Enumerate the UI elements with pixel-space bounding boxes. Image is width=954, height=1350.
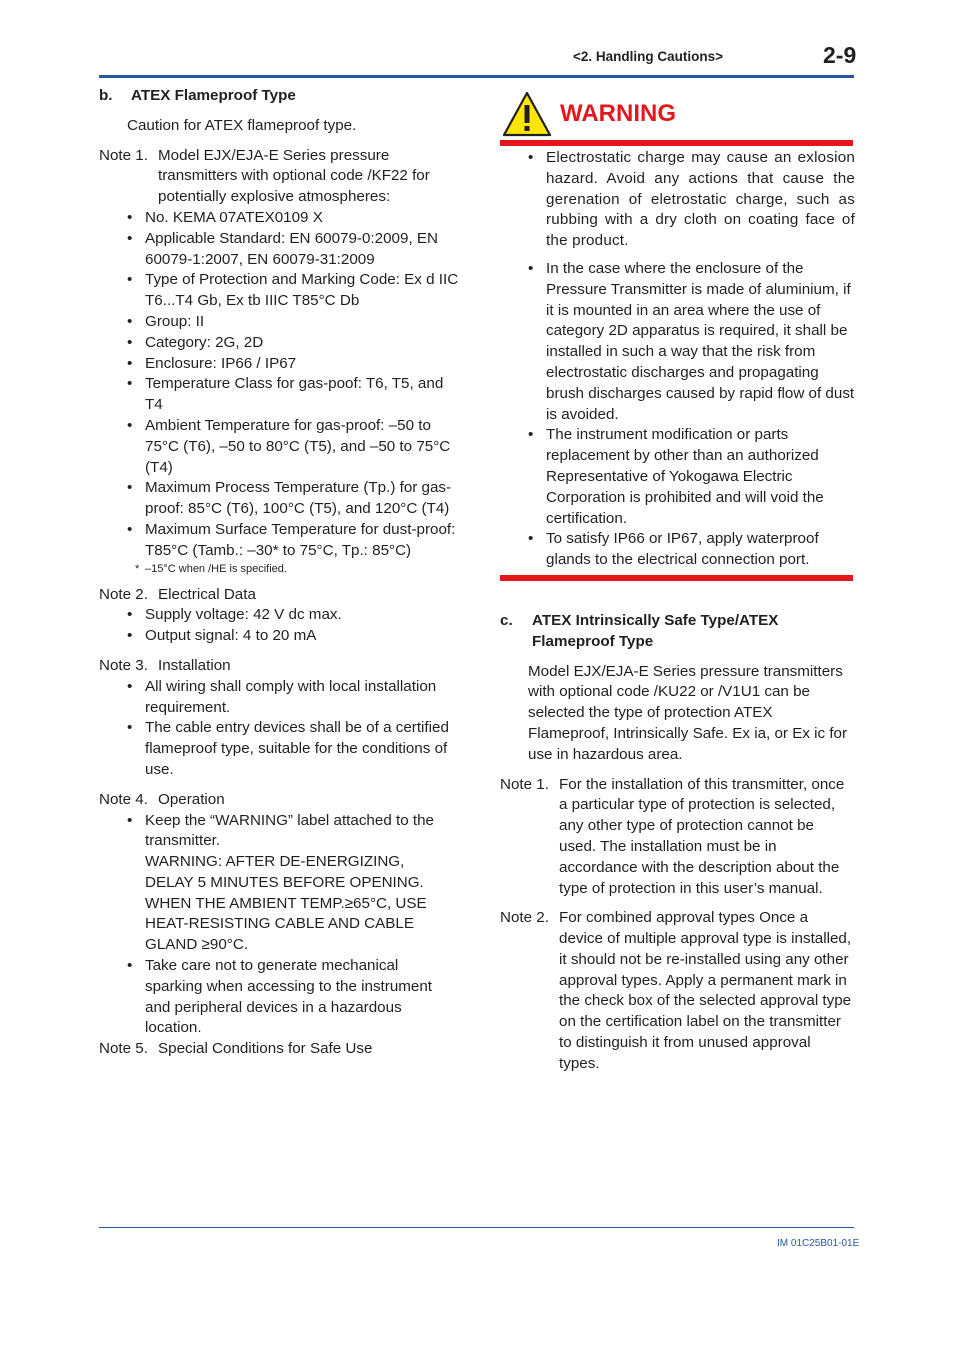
section-c-title: ATEX Intrinsically Safe Type/ATEX Flameproof Type: [532, 611, 779, 650]
note-4-list: [99, 811, 459, 1040]
list-item: • The instrument modification or parts replacement by other than an authorized Representative of Yokogawa Electric Corporation is prohibited and will void the certification.: [528, 426, 824, 527]
warning-triangle-icon: [502, 91, 552, 137]
note-4-text: Operation: [158, 790, 225, 808]
note-3-text: Installation: [158, 656, 231, 674]
left-column: [99, 86, 459, 1060]
list-item: • The cable entry devices shall be of a certified flameproof type, suitable for the conditions of use.: [127, 719, 449, 778]
right-column: [500, 88, 855, 1075]
warning-list: [500, 148, 855, 571]
note-2-list: [99, 605, 459, 647]
section-b-heading: [99, 86, 459, 107]
section-b-intro: Caution for ATEX flameproof type.: [127, 116, 357, 134]
list-item: • Electrostatic charge may cause an exlosion hazard. Avoid any actions that cause the gerenation of eletrostatic charge, such as rubbing with a dry cloth on coating face of the product.: [528, 149, 855, 250]
document-code: IM 01C25B01-01E: [777, 1238, 860, 1249]
list-item: • Maximum Surface Temperature for dust-proof: T85°C (Tamb.: –30* to 75°C, Tp.: 85°C): [127, 520, 456, 559]
note-1-label: Note 1.: [99, 146, 148, 164]
section-c-letter: c.: [500, 611, 513, 629]
list-item: • Output signal: 4 to 20 mA: [127, 627, 317, 645]
list-item: • No. KEMA 07ATEX0109 X: [127, 208, 323, 226]
note-1-text: Model EJX/EJA-E Series pressure transmitters with optional code /KF22 for potentially explosive atmospheres:: [158, 146, 430, 206]
section-c-intro: Model EJX/EJA-E Series pressure transmitters with optional code /KU22 or /V1U1 can be selected the type of protection ATEX Flameproof, Intrinsically Safe. Ex ia, or Ex ic for use in hazardous area.: [528, 662, 848, 763]
header-rule: [99, 75, 854, 78]
warning-title: WARNING: [560, 100, 676, 127]
section-b-title: ATEX Flameproof Type: [131, 87, 296, 104]
note-4-label: Note 4.: [99, 790, 148, 808]
note-1: [99, 146, 459, 208]
section-b-letter: b.: [99, 87, 113, 104]
footer-rule: [99, 1227, 854, 1228]
note-2-label: Note 2.: [99, 585, 148, 603]
warning-header: [500, 88, 855, 140]
section-c-heading: [500, 611, 855, 653]
list-item: • All wiring shall comply with local installation requirement.: [127, 677, 437, 716]
footnote: * –15°C when /HE is specified.: [135, 562, 287, 575]
list-item: • In the case where the enclosure of the Pressure Transmitter is made of aluminium, if it is mounted in an area where the use of category 2D apparatus is required, it shall be installed in such a way that the risk from electrostatic discharges and propagating brush discharges caused by rapid flow of dust is avoided.: [528, 259, 855, 423]
page-number: 2-9: [823, 42, 857, 68]
note-1-right: [500, 775, 855, 900]
list-item: • Supply voltage: 42 V dc max.: [127, 606, 342, 624]
note-2-text: Electrical Data: [158, 585, 256, 603]
note-1-list: [99, 208, 459, 562]
list-item: • Group: II: [127, 312, 205, 330]
warning-label-text: WARNING: AFTER DE-ENERGIZING, DELAY 5 MINUTES BEFORE OPENING. WHEN THE AMBIENT TEMP.≥65°C, USE HEAT-RESISTING CABLE AND CABLE GLAND ≥90°C.: [145, 853, 427, 954]
list-item: • Keep the “WARNING” label attached to the transmitter. WARNING: AFTER DE-ENERGIZING, DELAY 5 MINUTES BEFORE OPENING. WHEN THE AMBIENT TEMP.≥65°C, USE HEAT-RESISTING CABLE AND CABLE GLAND ≥90°C.: [99, 811, 459, 957]
note-2: [99, 585, 459, 606]
list-item: • Maximum Process Temperature (Tp.) for gas-proof: 85°C (T6), 100°C (T5), and 120°C (T4): [127, 479, 452, 518]
list-item: • Temperature Class for gas-poof: T6, T5, and T4: [127, 375, 444, 414]
note-3-list: [99, 677, 459, 781]
note-2-right: [500, 908, 855, 1074]
note-3-label: Note 3.: [99, 656, 148, 674]
warning-top-bar: [500, 140, 853, 146]
note-3: [99, 656, 459, 677]
note-2-right-text: For combined approval types Once a device of multiple approval type is installed, it should not be re-installed using any other approval types. Apply a permanent mark in the check box of the selected approval type on the certification label on the transmitter to distinguish it from unused approval types.: [559, 909, 852, 1072]
note-5-text: Special Conditions for Safe Use: [158, 1040, 373, 1058]
note-2-right-label: Note 2.: [500, 909, 549, 927]
note-1-right-text: For the installation of this transmitter, once a particular type of protection is selected, any other type of protection cannot be used. The installation must be in accordance with the description about the type of protection in this user’s manual.: [559, 775, 845, 897]
note-1-right-label: Note 1.: [500, 775, 549, 793]
header-section-title: <2. Handling Cautions>: [573, 49, 724, 64]
list-item: • Ambient Temperature for gas-proof: –50 to 75°C (T6), –50 to 80°C (T5), and –50 to 75°C (T4): [127, 416, 451, 476]
note-5: [99, 1039, 459, 1060]
list-item: • Type of Protection and Marking Code: Ex d IIC T6...T4 Gb, Ex tb IIIC T85°C Db: [127, 271, 459, 310]
list-item: • Applicable Standard: EN 60079-0:2009, EN 60079-1:2007, EN 60079-31:2009: [127, 229, 438, 268]
list-item: • To satisfy IP66 or IP67, apply waterproof glands to the electrical connection port.: [528, 530, 819, 569]
list-item: • Take care not to generate mechanical sparking when accessing to the instrument and peripheral devices in a hazardous location.: [127, 957, 433, 1037]
note-4: [99, 790, 459, 811]
list-item: • Category: 2G, 2D: [127, 333, 264, 351]
note-5-label: Note 5.: [99, 1040, 148, 1058]
list-item: • Enclosure: IP66 / IP67: [127, 354, 297, 372]
